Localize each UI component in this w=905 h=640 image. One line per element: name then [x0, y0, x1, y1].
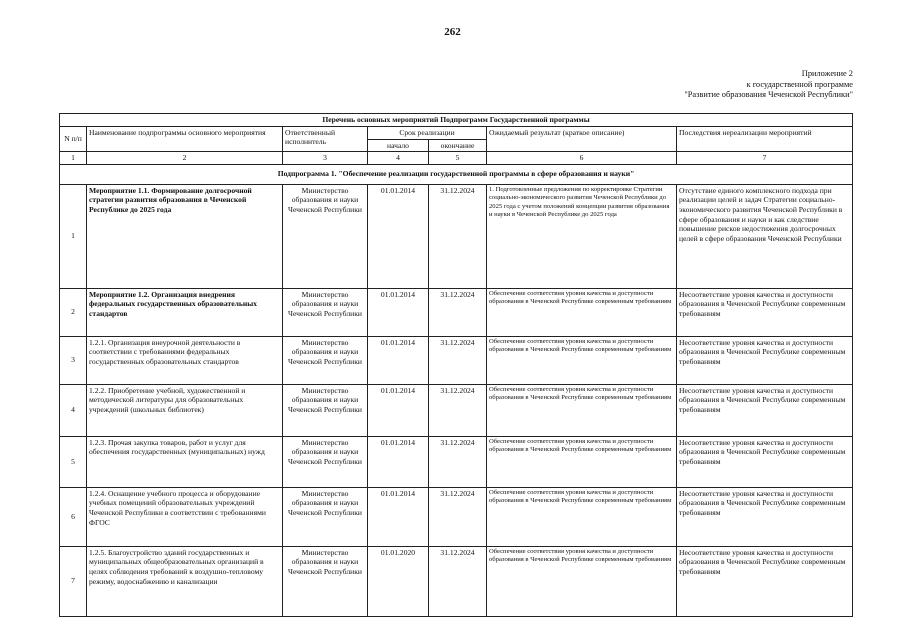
row-name: 1.2.2. Приобретение учебной, художественной и методической литературы для образовательных учреждений (школьных библиотек)	[87, 384, 283, 436]
row-executor: Министерство образования и науки Чеченской Республики	[283, 546, 368, 616]
table-row	[60, 184, 853, 288]
row-consequences: Отсутствие единого комплексного подхода при реализации целей и задач Стратегии социально-экономического развития Чеченской Республики в сфере образования и науки и как следствие повышение рисков недостижения долгосрочных целей в сфере образования Чеченской Республики	[677, 184, 853, 288]
row-executor: Министерство образования и науки Чеченской Республики	[283, 288, 368, 336]
col-number: 3	[283, 152, 368, 165]
table-row	[60, 546, 853, 616]
row-end: 31.12.2024	[429, 336, 487, 384]
row-executor: Министерство образования и науки Чеченской Республики	[283, 184, 368, 288]
row-result: Обеспечение соответствия уровня качества и доступности образования в Чеченской Республике современным требованиям	[487, 546, 677, 616]
table-title: Перечень основных мероприятий Подпрограмм Государственной программы	[60, 114, 853, 127]
row-name: 1.2.4. Оснащение учебного процесса и оборудование учебных помещений образовательных учреждений Чеченской Республики в соответствии с требованиями ФГОС	[87, 487, 283, 546]
col-number: 2	[87, 152, 283, 165]
header-num: N п/п	[60, 126, 87, 152]
appendix-note	[684, 69, 853, 101]
col-number: 6	[487, 152, 677, 165]
row-result: Обеспечение соответствия уровня качества и доступности образования в Чеченской Республике современным требованиям	[487, 288, 677, 336]
table-row	[60, 336, 853, 384]
row-num: 6	[60, 487, 87, 546]
header-end: окончание	[429, 139, 487, 152]
row-end: 31.12.2024	[429, 184, 487, 288]
header-period: Срок реализации	[368, 126, 487, 139]
row-start: 01.01.2020	[368, 546, 429, 616]
row-name: 1.2.5. Благоустройство зданий государственных и муниципальных общеобразовательных организаций в целях соблюдения требований к воздушно-тепловому режиму, водоснабжению и канализации	[87, 546, 283, 616]
row-num: 1	[60, 184, 87, 288]
appendix-line-1: Приложение 2	[801, 69, 853, 78]
header-start: начало	[368, 139, 429, 152]
row-num: 2	[60, 288, 87, 336]
activities-table	[59, 113, 853, 617]
row-num: 3	[60, 336, 87, 384]
appendix-line-2: к государственной программе	[746, 79, 853, 89]
header-name: Наименование подпрограммы основного мероприятия	[87, 126, 283, 152]
row-start: 01.01.2014	[368, 436, 429, 487]
row-result: Обеспечение соответствия уровня качества и доступности образования в Чеченской Республике современным требованиям	[487, 436, 677, 487]
row-executor: Министерство образования и науки Чеченской Республики	[283, 336, 368, 384]
row-name: Мероприятие 1.1. Формирование долгосрочной стратегии развития образования в Чеченской Республике до 2025 года	[87, 184, 283, 288]
row-executor: Министерство образования и науки Чеченской Республики	[283, 384, 368, 436]
row-end: 31.12.2024	[429, 288, 487, 336]
row-num: 5	[60, 436, 87, 487]
col-number: 7	[677, 152, 853, 165]
header-result: Ожидаемый результат (краткое описание)	[487, 126, 677, 152]
row-name: 1.2.1. Организация внеурочной деятельности в соответствии с требованиями федеральных государственных образовательных стандартов	[87, 336, 283, 384]
row-consequences: Несоответствие уровня качества и доступности образования в Чеченской Республике современным требованиям	[677, 487, 853, 546]
table-row	[60, 436, 853, 487]
row-consequences: Несоответствие уровня качества и доступности образования в Чеченской Республике современным требованиям	[677, 546, 853, 616]
row-end: 31.12.2024	[429, 546, 487, 616]
row-num: 7	[60, 546, 87, 616]
row-executor: Министерство образования и науки Чеченской Республики	[283, 487, 368, 546]
row-consequences: Несоответствие уровня качества и доступности образования в Чеченской Республике современным требованиям	[677, 384, 853, 436]
row-end: 31.12.2024	[429, 384, 487, 436]
subprogram-heading: Подпрограмма 1. "Обеспечение реализации государственной программы в сфере образования и науки"	[60, 164, 853, 184]
table-row	[60, 487, 853, 546]
row-num: 4	[60, 384, 87, 436]
row-consequences: Несоответствие уровня качества и доступности образования в Чеченской Республике современным требованиям	[677, 436, 853, 487]
row-result: Обеспечение соответствия уровня качества и доступности образования в Чеченской Республике современным требованиям	[487, 487, 677, 546]
row-executor: Министерство образования и науки Чеченской Республики	[283, 436, 368, 487]
row-end: 31.12.2024	[429, 436, 487, 487]
row-result: Обеспечение соответствия уровня качества и доступности образования в Чеченской Республике современным требованиям	[487, 384, 677, 436]
row-end: 31.12.2024	[429, 487, 487, 546]
row-start: 01.01.2014	[368, 487, 429, 546]
table-row	[60, 288, 853, 336]
header-consequences: Последствия нереализации мероприятий	[677, 126, 853, 152]
row-start: 01.01.2014	[368, 288, 429, 336]
row-start: 01.01.2014	[368, 384, 429, 436]
row-result: 1. Подготовленные предложения по корректировке Стратегии социально-экономического развития Чеченской Республики до 2025 года с учетом положений концепции развития образования и науки в Чеченской Республике до 2025 года	[487, 184, 677, 288]
row-consequences: Несоответствие уровня качества и доступности образования в Чеченской Республике современным требованиям	[677, 336, 853, 384]
table-row	[60, 384, 853, 436]
appendix-line-3: "Развитие образования Чеченской Республики"	[684, 90, 853, 100]
row-result: Обеспечение соответствия уровня качества и доступности образования в Чеченской Республике современным требованиям	[487, 336, 677, 384]
row-name: Мероприятие 1.2. Организация внедрения федеральных государственных образовательных стандартов	[87, 288, 283, 336]
header-executor: Ответственный исполнитель	[283, 126, 368, 152]
col-number: 5	[429, 152, 487, 165]
col-number: 4	[368, 152, 429, 165]
row-name: 1.2.3. Прочая закупка товаров, работ и услуг для обеспечения государственных (муниципальных) нужд	[87, 436, 283, 487]
row-consequences: Несоответствие уровня качества и доступности образования в Чеченской Республике современным требованиям	[677, 288, 853, 336]
row-start: 01.01.2014	[368, 184, 429, 288]
page-number: 262	[444, 26, 461, 38]
row-start: 01.01.2014	[368, 336, 429, 384]
col-number: 1	[60, 152, 87, 165]
